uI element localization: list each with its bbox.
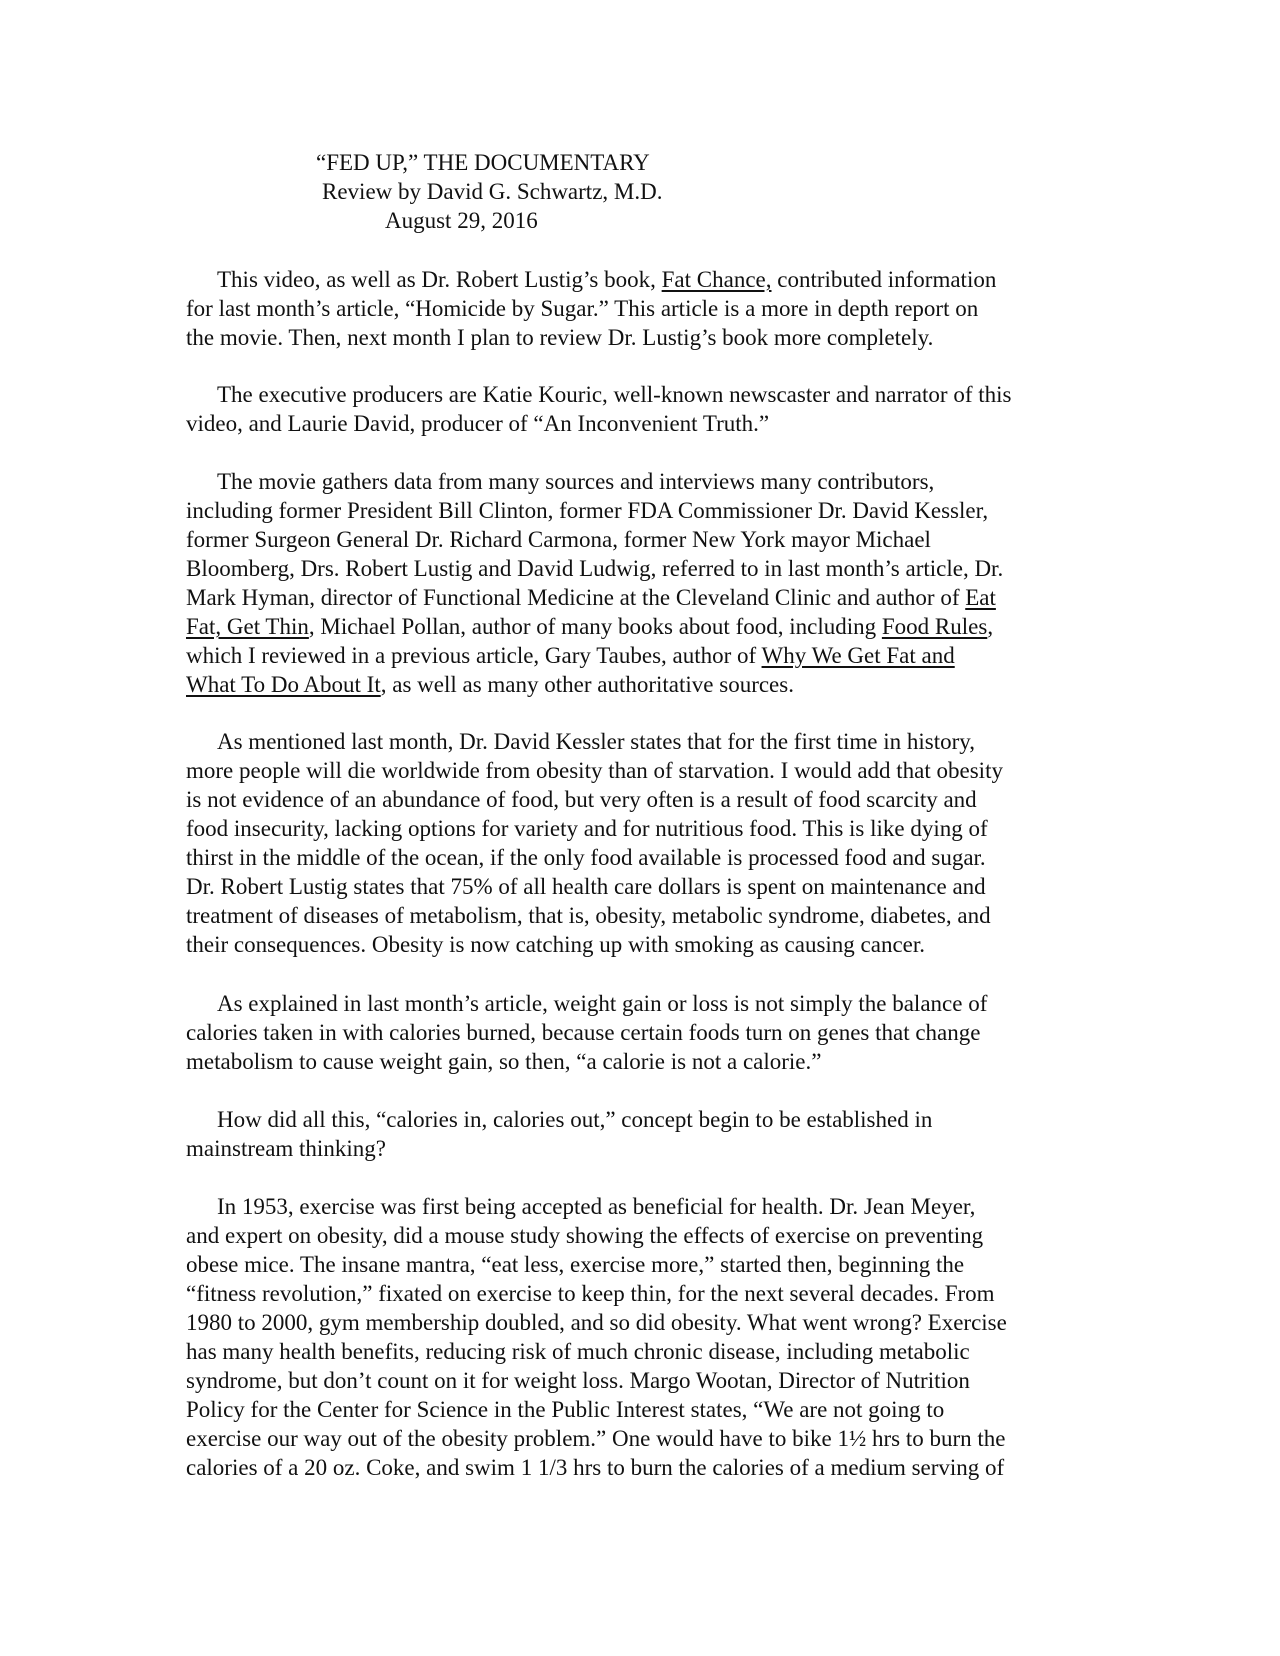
text-run: calories taken in with calories burned, because certain foods turn on genes that change bbox=[186, 1020, 981, 1045]
text-run: 1980 to 2000, gym membership doubled, and so did obesity. What went wrong? Exercise bbox=[186, 1310, 1007, 1335]
text-run: This video, as well as Dr. Robert Lustig’s book, bbox=[217, 267, 662, 292]
text-run: the movie. Then, next month I plan to review Dr. Lustig’s book more completely. bbox=[186, 325, 934, 350]
underlined-title: Why We Get Fat and bbox=[761, 643, 955, 668]
text-line bbox=[186, 323, 996, 352]
text-run: is not evidence of an abundance of food, but very often is a result of food scarcity and bbox=[186, 787, 977, 812]
text-line bbox=[186, 294, 996, 323]
text-run: contributed information bbox=[771, 267, 997, 292]
paragraph-3 bbox=[186, 467, 1003, 699]
text-line bbox=[186, 901, 1003, 930]
text-run: treatment of diseases of metabolism, that is, obesity, metabolic syndrome, diabetes, and bbox=[186, 903, 991, 928]
text-run: which I reviewed in a previous article, Gary Taubes, author of bbox=[186, 643, 762, 668]
text-run: , as well as many other authoritative sources. bbox=[380, 672, 794, 697]
text-line bbox=[186, 872, 1003, 901]
text-line bbox=[186, 1047, 987, 1076]
paragraph-1 bbox=[186, 265, 996, 352]
text-run: Policy for the Center for Science in the Public Interest states, “We are not going to bbox=[186, 1397, 945, 1422]
text-line bbox=[186, 1134, 932, 1163]
text-line bbox=[186, 1366, 1007, 1395]
text-line bbox=[186, 1250, 1007, 1279]
text-line bbox=[186, 380, 1011, 409]
underlined-title: Fat, Get Thin bbox=[186, 614, 309, 639]
text-line bbox=[186, 1221, 1007, 1250]
text-run: mainstream thinking? bbox=[186, 1136, 386, 1161]
text-run: their consequences. Obesity is now catching up with smoking as causing cancer. bbox=[186, 932, 926, 957]
underlined-title: What To Do About It bbox=[186, 672, 381, 697]
text-run: obese mice. The insane mantra, “eat less, exercise more,” started then, beginning the bbox=[186, 1252, 965, 1277]
text-line bbox=[186, 409, 1011, 438]
text-line bbox=[186, 843, 1003, 872]
text-run: metabolism to cause weight gain, so then, “a calorie is not a calorie.” bbox=[186, 1049, 822, 1074]
document-date: August 29, 2016 bbox=[385, 208, 538, 233]
text-line bbox=[186, 1105, 932, 1134]
text-line bbox=[186, 1308, 1007, 1337]
text-run: , bbox=[987, 614, 994, 639]
text-line bbox=[186, 467, 1003, 496]
text-run: “fitness revolution,” fixated on exercise to keep thin, for the next several decades. From bbox=[186, 1281, 995, 1306]
text-run: Mark Hyman, director of Functional Medicine at the Cleveland Clinic and author of bbox=[186, 585, 966, 610]
text-run: food insecurity, lacking options for variety and for nutritious food. This is like dying of bbox=[186, 816, 988, 841]
text-line bbox=[186, 612, 1003, 641]
text-line bbox=[186, 1424, 1007, 1453]
underlined-title: Food Rules bbox=[881, 614, 988, 639]
text-run: How did all this, “calories in, calories out,” concept begin to be established in bbox=[217, 1107, 933, 1132]
text-line bbox=[186, 989, 987, 1018]
text-run: As mentioned last month, Dr. David Kessler states that for the first time in history, bbox=[217, 729, 976, 754]
paragraph-5 bbox=[186, 989, 987, 1076]
text-run: calories of a 20 oz. Coke, and swim 1 1/3 hrs to burn the calories of a medium serving of bbox=[186, 1455, 1005, 1480]
text-line bbox=[186, 1395, 1007, 1424]
text-run: including former President Bill Clinton, former FDA Commissioner Dr. David Kessler, bbox=[186, 498, 989, 523]
text-line bbox=[186, 1192, 1007, 1221]
text-run: more people will die worldwide from obesity than of starvation. I would add that obesity bbox=[186, 758, 1003, 783]
text-run: The movie gathers data from many sources and interviews many contributors, bbox=[217, 469, 935, 494]
text-line bbox=[186, 1337, 1007, 1366]
text-run: Dr. Robert Lustig states that 75% of all health care dollars is spent on maintenance and bbox=[186, 874, 986, 899]
text-run: , Michael Pollan, author of many books about food, including bbox=[308, 614, 882, 639]
text-run: In 1953, exercise was first being accepted as beneficial for health. Dr. Jean Meyer, bbox=[217, 1194, 976, 1219]
text-line bbox=[186, 785, 1003, 814]
text-run: syndrome, but don’t count on it for weight loss. Margo Wootan, Director of Nutrition bbox=[186, 1368, 970, 1393]
text-line bbox=[186, 1453, 1007, 1482]
text-line bbox=[186, 930, 1003, 959]
text-run: Bloomberg, Drs. Robert Lustig and David Ludwig, referred to in last month’s article, Dr. bbox=[186, 556, 1004, 581]
text-line bbox=[186, 814, 1003, 843]
text-run: former Surgeon General Dr. Richard Carmona, former New York mayor Michael bbox=[186, 527, 931, 552]
text-run: As explained in last month’s article, weight gain or loss is not simply the balance of bbox=[217, 991, 988, 1016]
text-run: and expert on obesity, did a mouse study showing the effects of exercise on preventing bbox=[186, 1223, 984, 1248]
text-line bbox=[186, 583, 1003, 612]
text-run: for last month’s article, “Homicide by Sugar.” This article is a more in depth report on bbox=[186, 296, 979, 321]
text-run: has many health benefits, reducing risk of much chronic disease, including metabolic bbox=[186, 1339, 970, 1364]
text-run: video, and Laurie David, producer of “An Inconvenient Truth.” bbox=[186, 411, 770, 436]
text-run: thirst in the middle of the ocean, if the only food available is processed food and sugar. bbox=[186, 845, 986, 870]
text-line bbox=[186, 641, 1003, 670]
document-title: “FED UP,” THE DOCUMENTARY bbox=[316, 150, 650, 175]
text-line bbox=[186, 554, 1003, 583]
text-line bbox=[186, 1279, 1007, 1308]
text-run: exercise our way out of the obesity problem.” One would have to bike 1½ hrs to burn the bbox=[186, 1426, 1006, 1451]
text-line bbox=[186, 1018, 987, 1047]
paragraph-6 bbox=[186, 1105, 932, 1163]
text-line bbox=[186, 496, 1003, 525]
underlined-title: Eat bbox=[965, 585, 996, 610]
text-run: The executive producers are Katie Kouric, well-known newscaster and narrator of this bbox=[217, 382, 1012, 407]
underlined-title: Fat Chance, bbox=[661, 267, 772, 292]
text-line bbox=[186, 670, 1003, 699]
text-line bbox=[186, 756, 1003, 785]
paragraph-7 bbox=[186, 1192, 1007, 1482]
text-line bbox=[186, 265, 996, 294]
document-byline: Review by David G. Schwartz, M.D. bbox=[322, 179, 663, 204]
paragraph-2 bbox=[186, 380, 1011, 438]
paragraph-4 bbox=[186, 727, 1003, 959]
text-line bbox=[186, 525, 1003, 554]
text-line bbox=[186, 727, 1003, 756]
